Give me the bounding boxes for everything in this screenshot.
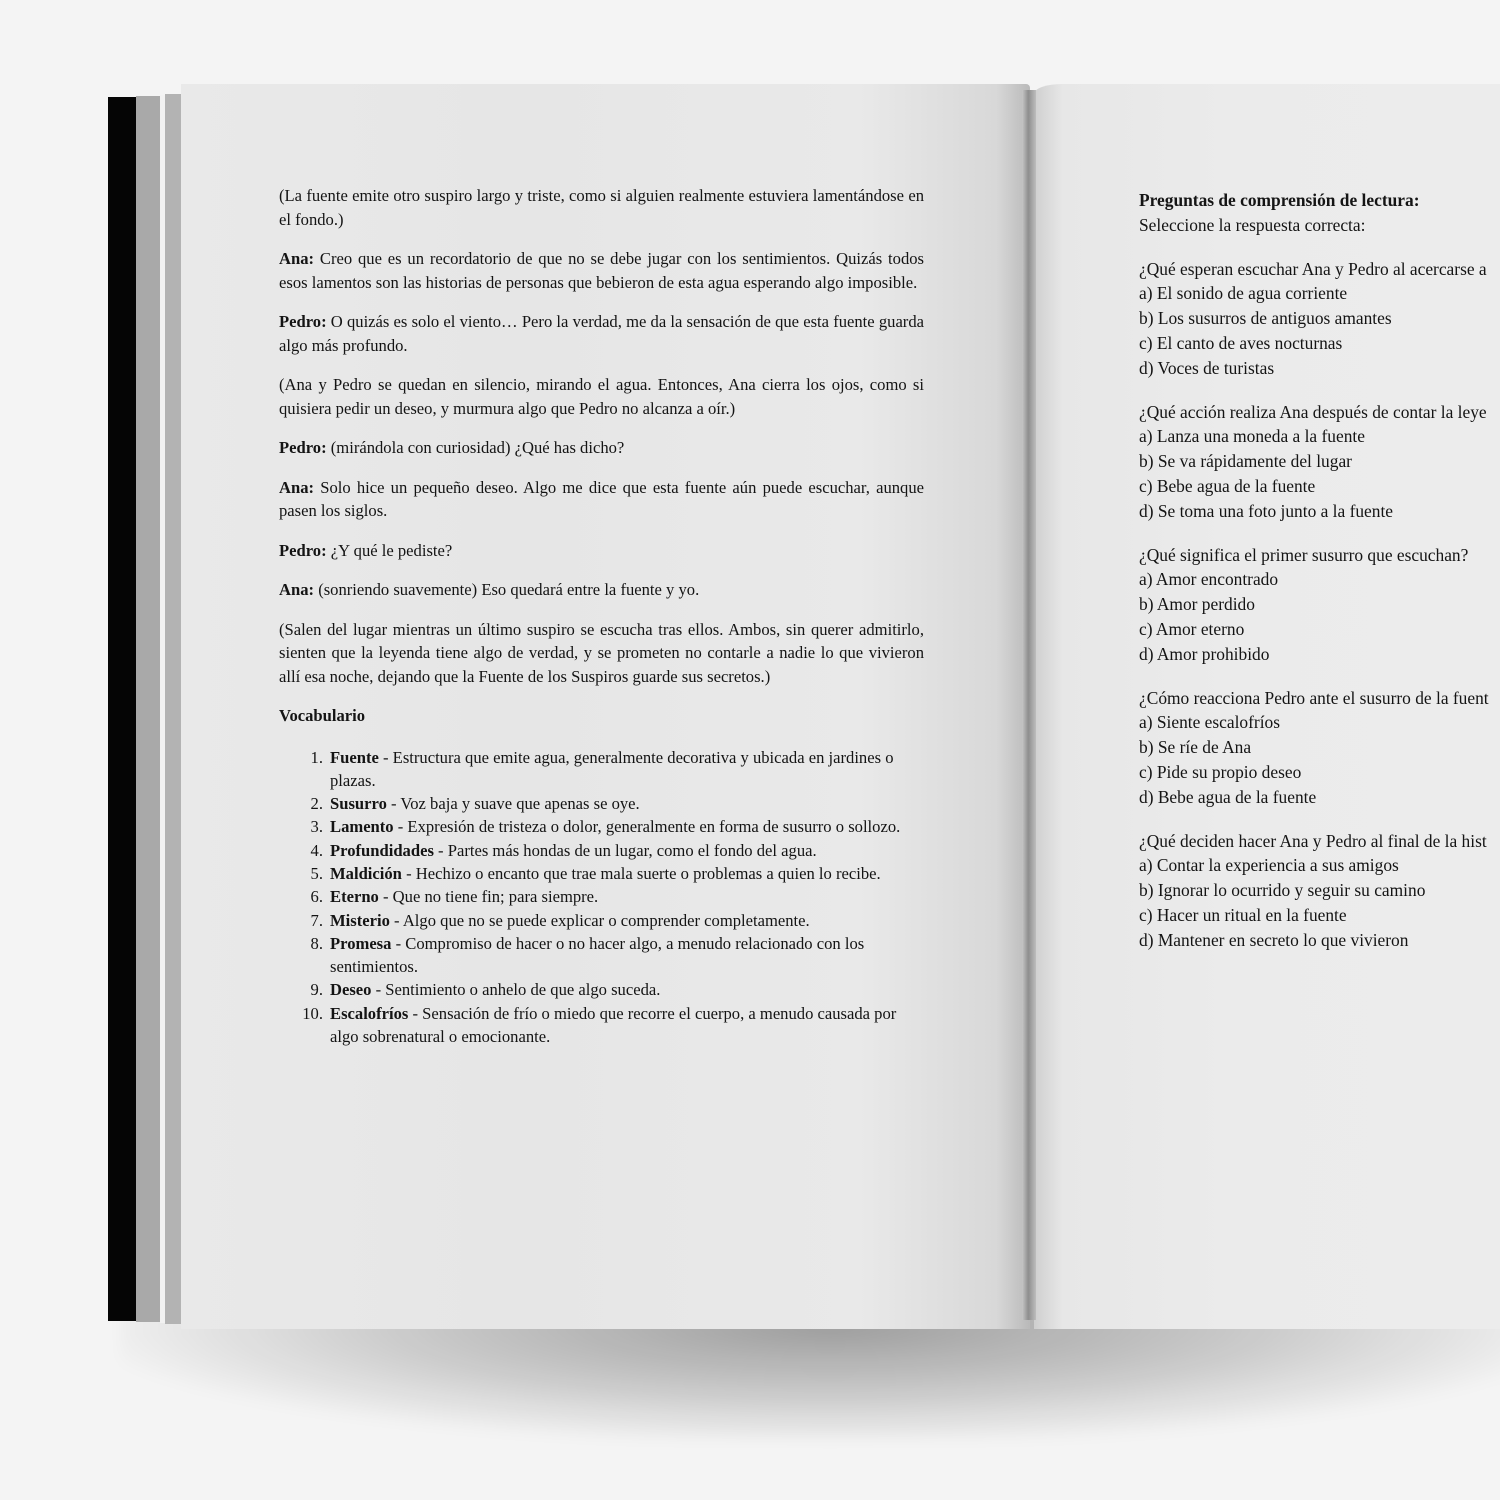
vocab-definition: - Expresión de tristeza o dolor, generalmente en forma de susurro o sollozo. [393,817,901,837]
vocab-number: 1. [310,747,323,767]
dialogue-paragraph [279,184,924,231]
paragraph-text: (Salen del lugar mientras un último suspiro se escucha tras ellos. Ambos, sin querer admitirlo, sienten que la leyenda tiene algo de verdad, y se prometen no contarle a nadie lo que vivieron allí esa noche, dejando que la Fuente de los Suspiros guarde sus secretos.) [279,619,924,686]
speaker-name: Ana: [279,580,315,599]
answer-option: a) Siente escalofríos [1139,712,1281,733]
answer-option: a) Amor encontrado [1139,569,1279,590]
question-block [1139,829,1500,953]
answer-option: b) Se va rápidamente del lugar [1139,451,1352,472]
paragraph-text: (sonriendo suavemente) Eso quedará entre la fuente y yo. [314,580,700,599]
page-stack-edge [136,96,160,1322]
answer-option: d) Amor prohibido [1139,643,1270,664]
vocab-definition: - Partes más hondas de un lugar, como el fondo del agua. [433,840,817,860]
vocab-number: 5. [310,863,323,883]
vocab-item [279,792,924,815]
speaker-name: Pedro: [279,540,327,560]
dialogue-paragraph [279,476,924,523]
question-block [1139,257,1500,381]
vocab-definition: - Sensación de frío o miedo que recorre el cuerpo, a menudo causada por algo sobrenatural o emocionante. [330,1003,897,1047]
dialogue-paragraph [279,373,924,420]
vocab-definition: - Algo que no se puede explicar o comprender completamente. [389,910,810,930]
paragraph-text: O quizás es solo el viento… Pero la verdad, me da la sensación de que esta fuente guarda algo más profundo. [279,312,924,355]
vocab-list [279,746,924,1049]
vocab-item [279,815,924,838]
paragraph-text: Creo que es un recordatorio de que no se debe jugar con los sentimientos. Quizás todos esos lamentos son las historias de personas que bebieron de esta agua esperando algo imposible. [279,249,924,292]
answer-option: c) El canto de aves nocturnas [1139,332,1343,353]
answer-option: d) Voces de turistas [1139,357,1275,378]
dialogue [279,184,924,688]
vocab-term: Eterno [330,887,379,907]
dialogue-paragraph [279,436,924,460]
question-text: ¿Qué deciden hacer Ana y Pedro al final de la hist [1139,830,1487,851]
vocab-definition: - Que no tiene fin; para siempre. [378,887,599,907]
question-text: ¿Cómo reacciona Pedro ante el susurro de la fuent [1139,687,1489,708]
vocab-number: 7. [310,910,323,930]
vocab-number: 9. [310,980,323,1000]
dialogue-paragraph [279,310,924,357]
book-gutter [1022,90,1036,1320]
answer-option: d) Se toma una foto junto a la fuente [1139,500,1394,521]
answer-option: b) Ignorar lo ocurrido y seguir su camino [1139,880,1426,901]
page-stack-edge [108,97,136,1321]
vocab-term: Promesa [330,933,392,953]
answer-option: b) Amor perdido [1139,594,1255,615]
vocab-number: 6. [310,887,323,907]
question-text: ¿Qué significa el primer susurro que escuchan? [1139,544,1469,565]
speaker-name: Pedro: [279,438,327,457]
vocab-term: Susurro [330,794,387,814]
dialogue-paragraph [279,618,924,689]
vocab-number: 10. [302,1003,323,1023]
vocab-term: Profundidades [330,840,434,860]
vocab-definition: - Compromiso de hacer o no hacer algo, a menudo relacionado con los sentimientos. [330,933,865,977]
vocab-number: 2. [310,794,323,814]
question-block [1139,400,1500,524]
vocab-definition: - Sentimiento o anhelo de que algo suceda. [371,980,661,1000]
paragraph-text: ¿Y qué le pediste? [326,540,453,560]
answer-option: b) Se ríe de Ana [1139,737,1252,758]
dialogue-paragraph [279,578,924,602]
vocab-item [279,932,924,979]
vocab-term: Deseo [330,980,372,1000]
paragraph-text: (mirándola con curiosidad) ¿Qué has dicho? [326,438,625,457]
vocab-term: Misterio [330,910,390,930]
paragraph-text: Solo hice un pequeño deseo. Algo me dice que esta fuente aún puede escuchar, aunque pasen los siglos. [279,477,924,520]
answer-option: d) Bebe agua de la fuente [1139,786,1317,807]
answer-option: b) Los susurros de antiguos amantes [1139,308,1392,329]
speaker-name: Pedro: [279,312,327,331]
vocab-title: Vocabulario [279,706,366,725]
vocab-term: Escalofríos [330,1003,409,1023]
speaker-name: Ana: [279,477,315,497]
vocab-definition: - Hechizo o encanto que trae mala suerte o problemas a quien lo recibe. [401,863,881,883]
dialogue-paragraph [279,247,924,294]
answer-option: c) Hacer un ritual en la fuente [1139,904,1347,925]
dialogue-paragraph [279,539,924,563]
answer-option: a) El sonido de agua corriente [1139,283,1348,304]
question-text: ¿Qué acción realiza Ana después de contar la leye [1139,401,1487,422]
vocab-item [279,1002,924,1049]
answer-option: d) Mantener en secreto lo que vivieron [1139,929,1409,950]
vocab-item [279,862,924,885]
answer-option: a) Contar la experiencia a sus amigos [1139,855,1399,876]
answer-option: c) Amor eterno [1139,618,1245,639]
speaker-name: Ana: [279,249,315,268]
questions-list [1139,257,1500,953]
vocab-number: 8. [310,933,323,953]
vocab-number: 4. [310,840,323,860]
vocab-item [279,909,924,932]
paragraph-text: (La fuente emite otro suspiro largo y triste, como si alguien realmente estuviera lamentándose en el fondo.) [279,186,924,229]
question-block [1139,543,1500,667]
questions-heading: Preguntas de comprensión de lectura: [1139,190,1420,210]
left-page-text [279,184,924,1048]
vocab-term: Maldición [330,863,402,883]
vocab-term: Lamento [330,817,394,837]
vocab-number: 3. [310,817,323,837]
vocab-term: Fuente [330,747,379,767]
question-text: ¿Qué esperan escuchar Ana y Pedro al acercarse a [1139,258,1487,279]
vocab-item [279,885,924,908]
page-stack-edge [165,94,181,1324]
answer-option: c) Bebe agua de la fuente [1139,475,1316,496]
vocab-definition: - Voz baja y suave que apenas se oye. [386,794,640,814]
vocab-item [279,746,924,793]
questions-instructions: Seleccione la respuesta correcta: [1139,214,1366,235]
paragraph-text: (Ana y Pedro se quedan en silencio, mirando el agua. Entonces, Ana cierra los ojos, como si quisiera pedir un deseo, y murmura algo que Pedro no alcanza a oír.) [279,375,924,418]
question-block [1139,686,1500,810]
vocab-item [279,839,924,862]
vocab-definition: - Estructura que emite agua, generalmente decorativa y ubicada en jardines o plazas. [330,747,894,790]
right-page-text [1139,188,1500,972]
vocab-item [279,978,924,1001]
answer-option: a) Lanza una moneda a la fuente [1139,426,1365,447]
answer-option: c) Pide su propio deseo [1139,761,1302,782]
